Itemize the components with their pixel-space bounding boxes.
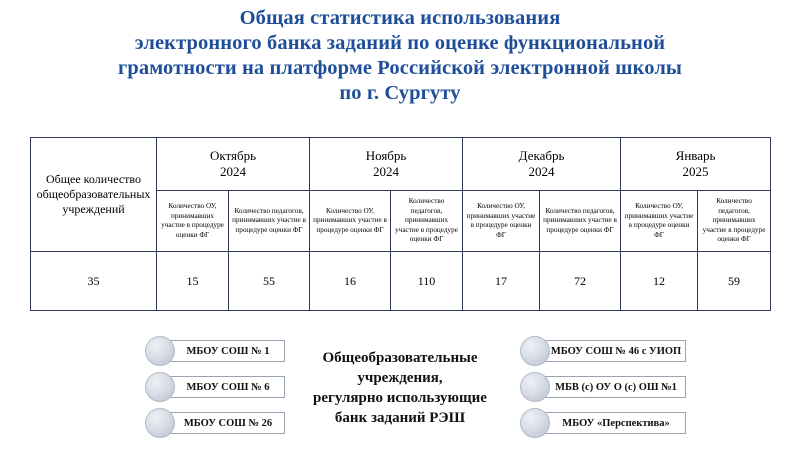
subheader-december-teachers: Количество педагогов, принимавших участие в процедуре оценки ФГ	[540, 191, 621, 252]
schools-label-line-4: банк заданий РЭШ	[334, 410, 466, 426]
value-january-institutions: 12	[621, 252, 698, 311]
school-item-left-1-label: МБОУ СОШ № 1	[161, 340, 285, 362]
schools-label-line-1: Общеобразовательные	[322, 350, 478, 366]
value-october-institutions: 15	[157, 252, 229, 311]
value-total-institutions: 35	[31, 252, 157, 311]
month-header-november	[310, 138, 463, 191]
statistics-table	[30, 137, 771, 311]
bullet-circle-icon	[520, 408, 550, 438]
total-institutions-header: Общее количество общеобразовательных учреждений	[31, 138, 157, 252]
schools-diagram	[0, 328, 800, 456]
title-line-1: Общая статистика использования	[239, 7, 561, 29]
subheader-november-teachers: Количество педагогов, принимавших участие в процедуре оценки ФГ	[391, 191, 463, 252]
subheader-november-institutions: Количество ОУ, принимавших участие в процедуре оценки ФГ	[310, 191, 391, 252]
value-december-teachers: 72	[540, 252, 621, 311]
statistics-table-container	[30, 137, 770, 311]
subheader-october-teachers: Количество педагогов, принимавших участие в процедуре оценки ФГ	[229, 191, 310, 252]
page-title	[20, 6, 780, 106]
table-row-values	[31, 252, 771, 311]
school-item-left-1	[145, 338, 285, 364]
subheader-january-institutions: Количество ОУ, принимавших участие в процедуре оценки ФГ	[621, 191, 698, 252]
month-header-october	[157, 138, 310, 191]
subheader-december-institutions: Количество ОУ, принимавших участие в процедуре оценки ФГ	[463, 191, 540, 252]
value-october-teachers: 55	[229, 252, 310, 311]
school-item-left-3-label: МБОУ СОШ № 26	[161, 412, 285, 434]
school-item-right-2-label: МБВ (с) ОУ О (с) ОШ №1	[536, 376, 686, 398]
school-item-left-2-label: МБОУ СОШ № 6	[161, 376, 285, 398]
bullet-circle-icon	[145, 336, 175, 366]
month-year-january: 2025	[682, 164, 709, 179]
schools-label-line-3: регулярно использующие	[313, 390, 487, 406]
school-item-right-1	[520, 338, 686, 364]
school-item-right-3	[520, 410, 686, 436]
month-name-november: Ноябрь	[365, 148, 407, 163]
title-line-4: по г. Сургуту	[339, 82, 461, 104]
subheader-october-institutions: Количество ОУ, принимавших участие в процедуре оценки ФГ	[157, 191, 229, 252]
bullet-circle-icon	[145, 372, 175, 402]
month-year-october: 2024	[220, 164, 246, 179]
value-december-institutions: 17	[463, 252, 540, 311]
title-line-2: электронного банка заданий по оценке функциональной	[134, 32, 666, 54]
month-name-december: Декабрь	[518, 148, 565, 163]
bullet-circle-icon	[145, 408, 175, 438]
schools-label-line-2: учреждения,	[357, 370, 443, 386]
value-november-teachers: 110	[391, 252, 463, 311]
month-name-january: Январь	[675, 148, 716, 163]
month-header-january	[621, 138, 771, 191]
bullet-circle-icon	[520, 372, 550, 402]
schools-diagram-label	[285, 348, 515, 428]
value-january-teachers: 59	[698, 252, 771, 311]
month-year-november: 2024	[373, 164, 400, 179]
month-year-december: 2024	[528, 164, 555, 179]
value-november-institutions: 16	[310, 252, 391, 311]
subheader-january-teachers: Количество педагогов, принимавших участие в процедуре оценки ФГ	[698, 191, 771, 252]
bullet-circle-icon	[520, 336, 550, 366]
table-row-month-headers	[31, 138, 771, 191]
school-item-right-2	[520, 374, 686, 400]
month-name-october: Октябрь	[209, 148, 257, 163]
school-item-left-3	[145, 410, 285, 436]
month-header-december	[463, 138, 621, 191]
school-item-right-1-label: МБОУ СОШ № 46 с УИОП	[536, 340, 686, 362]
school-item-left-2	[145, 374, 285, 400]
title-line-3: грамотности на платформе Российской электронной школы	[117, 57, 683, 79]
school-item-right-3-label: МБОУ «Перспектива»	[536, 412, 686, 434]
